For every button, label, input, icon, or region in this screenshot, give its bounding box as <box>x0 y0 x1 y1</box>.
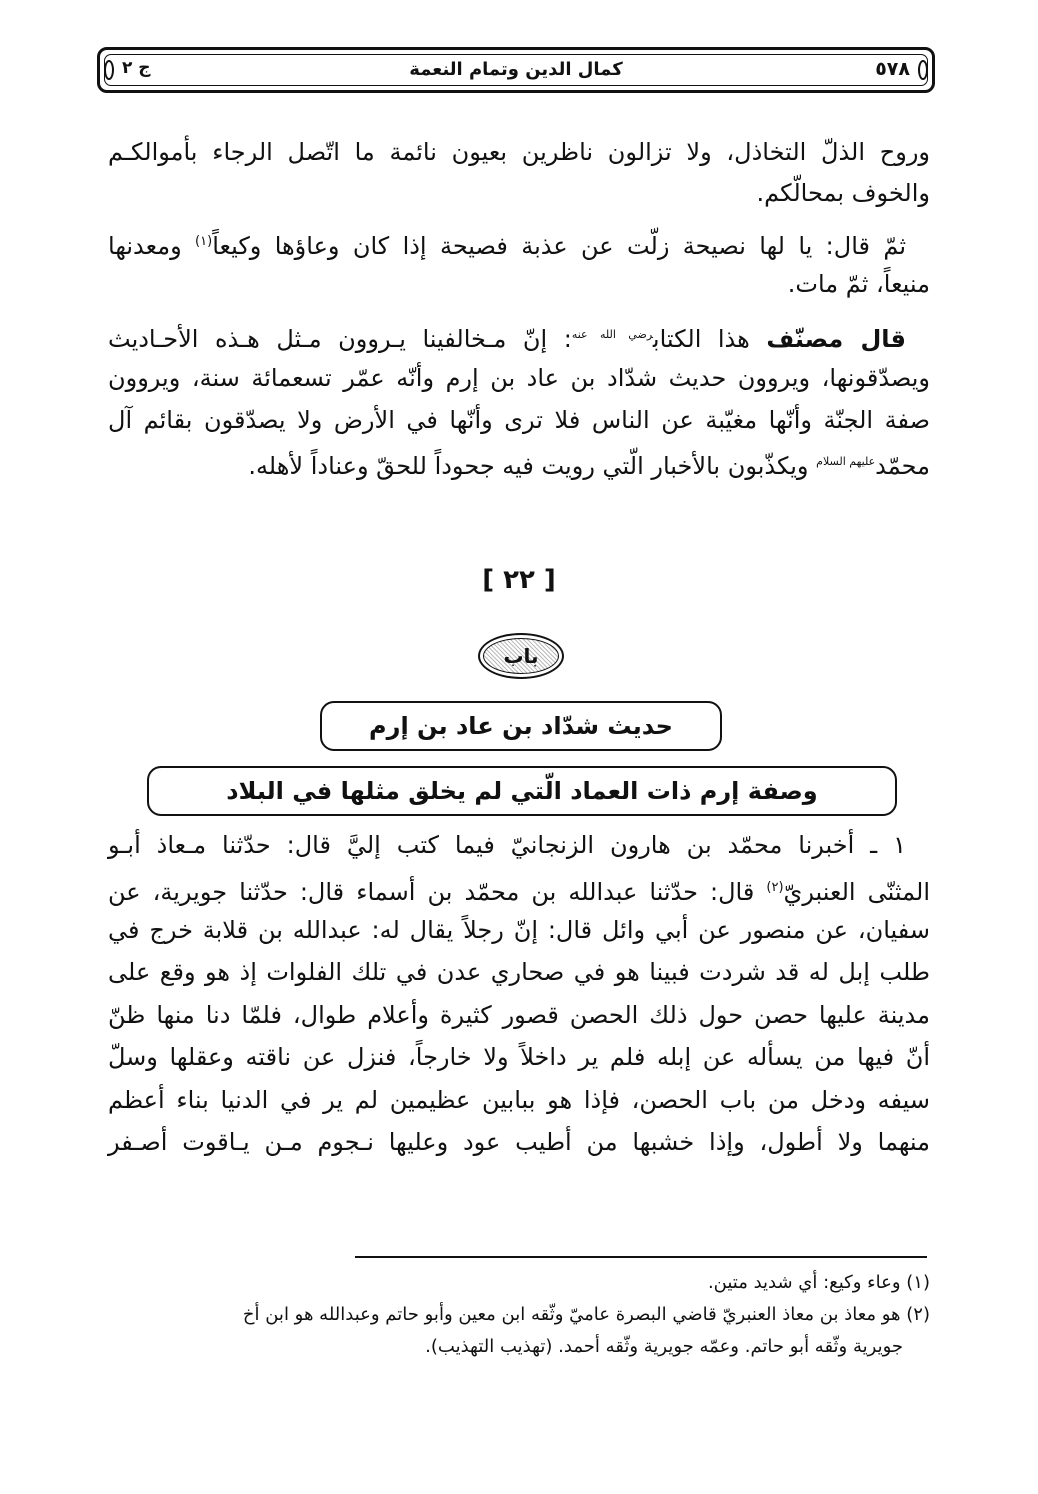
text: : إنّ مـخالفينا يـروون مـثل هـذه الأحـاديث <box>108 325 572 353</box>
chapter-subtitle: وصفة إرم ذات العماد الّتي لم يخلق مثلها في البلاد <box>147 766 897 816</box>
paragraph-line: سيفه ودخل من باب الحصن، فإذا هو ببابين عظيمين لم ير في الدنيا بناء أعظم <box>108 1086 930 1114</box>
ornament-icon <box>918 60 928 80</box>
paragraph-line <box>108 868 930 912</box>
paragraph-line: والخوف بمحالّكم. <box>756 179 930 207</box>
section-number: [ ٢٢ ] <box>482 565 556 595</box>
volume-label: ج ٢ <box>122 58 151 78</box>
author-lead: قال مصنّف <box>766 325 906 353</box>
text: محمّد <box>875 452 930 480</box>
honorific-glyph: رضي الله عنه <box>571 328 653 341</box>
paragraph-line: طلب إبل له قد شردت فبينا هو في صحاري عدن في تلك الفلوات إذ هو وقع على <box>108 958 930 986</box>
text: ويكذّبون بالأخبار الّتي رويت فيه جحوداً للحقّ وعناداً لأهله. <box>248 452 817 480</box>
paragraph-line <box>108 222 930 266</box>
paragraph-line: منهما ولا أطول، وإذا خشبها من أطيب عود وعليها نـجوم مـن يـاقوت أصـفر <box>108 1128 930 1156</box>
honorific-glyph: عليهم السلام <box>816 455 876 468</box>
paragraph-line: مدينة عليها حصن حول ذلك الحصن قصور كثيرة وأعلام طوال، فلمّا دنا منها ظنّ <box>108 1001 930 1029</box>
paragraph-line: أنّ فيها من يسأله عن إبله فلم ير داخلاً ولا خارجاً، فنزل عن ناقته وعقلها وسلّ <box>108 1043 930 1071</box>
text: قال: حدّثنا عبدالله بن محمّد بن أسماء قال: حدّثنا جويرية، عن <box>108 878 767 906</box>
footnote-ref[interactable]: (٢) <box>766 880 784 895</box>
bab-label: باب <box>483 638 559 674</box>
text: المثنّى العنبريّ <box>783 878 930 906</box>
book-title: كمال الدين وتمام النعمة <box>409 59 623 80</box>
page-number: ٥٧٨ <box>875 58 910 80</box>
footnote-separator <box>355 1256 927 1258</box>
text: ثمّ قال: يا لها نصيحة زلّت عن عذبة فصيحة إذا كان وعاؤها وكيعاً <box>212 232 906 260</box>
paragraph-line: سفيان، عن منصور عن أبي وائل قال: إنّ رجلاً يقال له: عبدالله بن قلابة خرج في <box>108 916 930 944</box>
running-header <box>97 47 935 93</box>
footnote: جويرية وثّقه أبو حاتم. وعمّه جويرية وثّقه أحمد. (تهذيب التهذيب). <box>425 1336 903 1357</box>
paragraph-line: ويصدّقونها، ويروون حديث شدّاد بن عاد بن إرم وأنّه عمّر تسعمائة سنة، ويروون <box>108 364 930 392</box>
ornament-icon <box>104 60 114 80</box>
paragraph-line <box>108 315 930 359</box>
footnote-ref[interactable]: (١) <box>195 234 213 249</box>
paragraph-line <box>108 442 930 486</box>
text: هذا الكتاب <box>652 325 767 353</box>
text: ومعدنها <box>108 232 196 260</box>
bab-emblem <box>478 633 564 679</box>
paragraph-line: منيعاً، ثمّ مات. <box>787 270 930 298</box>
paragraph-line: ١ ـ أخبرنا محمّد بن هارون الزنجانيّ فيما كتب إليَّ قال: حدّثنا مـعاذ أبـو <box>108 831 906 859</box>
footnote: (٢) هو معاذ بن معاذ العنبريّ قاضي البصرة عاميّ وثّقه ابن معين وأبو حاتم وعبدالله هو ابن أخ <box>242 1304 930 1325</box>
footnote: (١) وعاء وكيع: أي شديد متين. <box>707 1272 930 1293</box>
paragraph-line: وروح الذلّ التخاذل، ولا تزالون ناظرين بعيون نائمة ما اتّصل الرجاء بأموالكـم <box>108 138 930 166</box>
chapter-title: حديث شدّاد بن عاد بن إرم <box>320 701 722 751</box>
paragraph-line: صفة الجنّة وأنّها مغيّبة عن الناس فلا ترى وأنّها في الأرض ولا يصدّقون بقائم آل <box>108 406 930 434</box>
